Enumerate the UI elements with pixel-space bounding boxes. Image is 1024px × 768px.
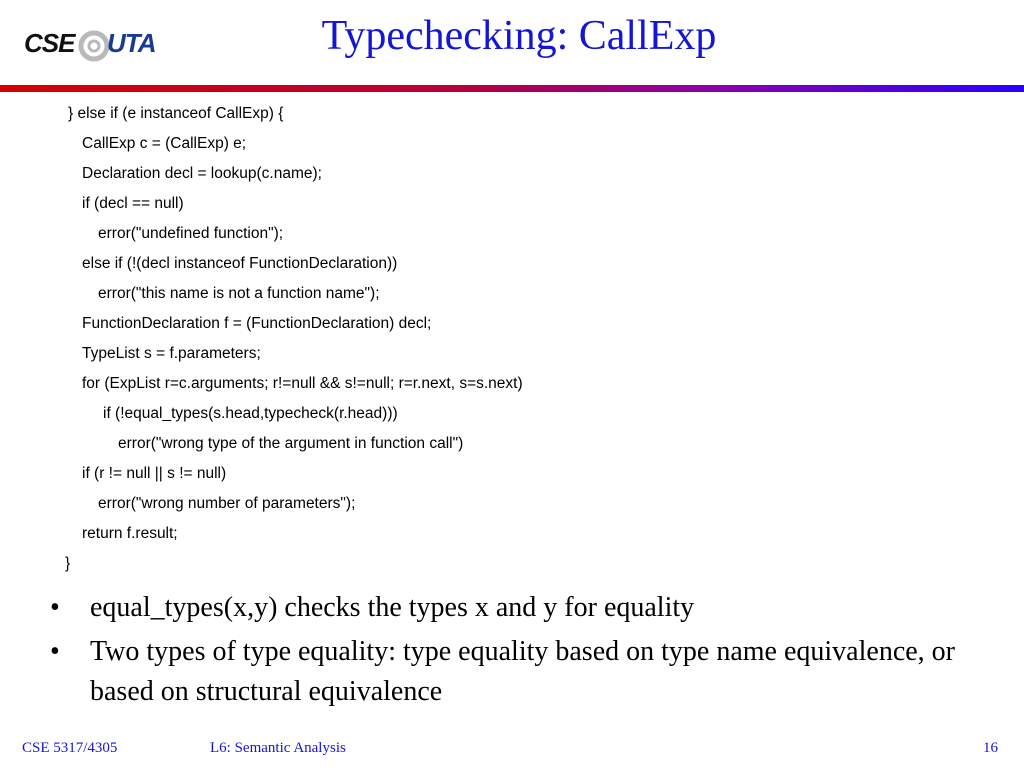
logo-text-uta: UTA xyxy=(107,28,156,58)
code-line: } else if (e instanceof CallExp) { xyxy=(68,105,284,122)
code-line: for (ExpList r=c.arguments; r!=null && s!=null; r=r.next, s=s.next) xyxy=(82,375,523,392)
code-line: error("undefined function"); xyxy=(98,225,284,242)
code-line: CallExp c = (CallExp) e; xyxy=(82,135,247,152)
footer-course: CSE 5317/4305 xyxy=(22,740,118,756)
code-line: error("wrong number of parameters"); xyxy=(98,495,356,512)
slide-title: Typechecking: CallExp xyxy=(321,13,717,59)
code-line: if (r != null || s != null) xyxy=(82,465,227,482)
code-line: TypeList s = f.parameters; xyxy=(82,345,261,362)
code-line: FunctionDeclaration f = (FunctionDeclaration) decl; xyxy=(82,315,432,332)
code-line: if (decl == null) xyxy=(82,195,184,212)
code-line: else if (!(decl instanceof FunctionDeclaration)) xyxy=(82,255,398,272)
bullet-list xyxy=(50,588,970,716)
bullet-item xyxy=(50,588,970,628)
code-line: error("this name is not a function name"); xyxy=(98,285,380,302)
footer-page-number: 16 xyxy=(983,740,998,756)
title-divider-bar xyxy=(0,85,1024,92)
bullet-marker: • xyxy=(50,636,60,667)
code-line: Declaration decl = lookup(c.name); xyxy=(82,165,322,182)
bullet-text: equal_types(x,y) checks the types x and y for equality xyxy=(90,592,695,623)
footer-lecture: L6: Semantic Analysis xyxy=(210,740,346,756)
bullet-marker: • xyxy=(50,592,60,623)
logo-text-cse: CSE xyxy=(24,28,75,58)
code-line: error("wrong type of the argument in function call") xyxy=(118,435,464,452)
code-line: if (!equal_types(s.head,typecheck(r.head))) xyxy=(103,405,398,422)
bullet-text: Two types of type equality: type equality based on type name equivalence, or based on structural equivalence xyxy=(90,636,955,707)
code-line: return f.result; xyxy=(82,525,178,542)
bullet-item xyxy=(50,632,970,712)
code-line: } xyxy=(65,555,71,572)
